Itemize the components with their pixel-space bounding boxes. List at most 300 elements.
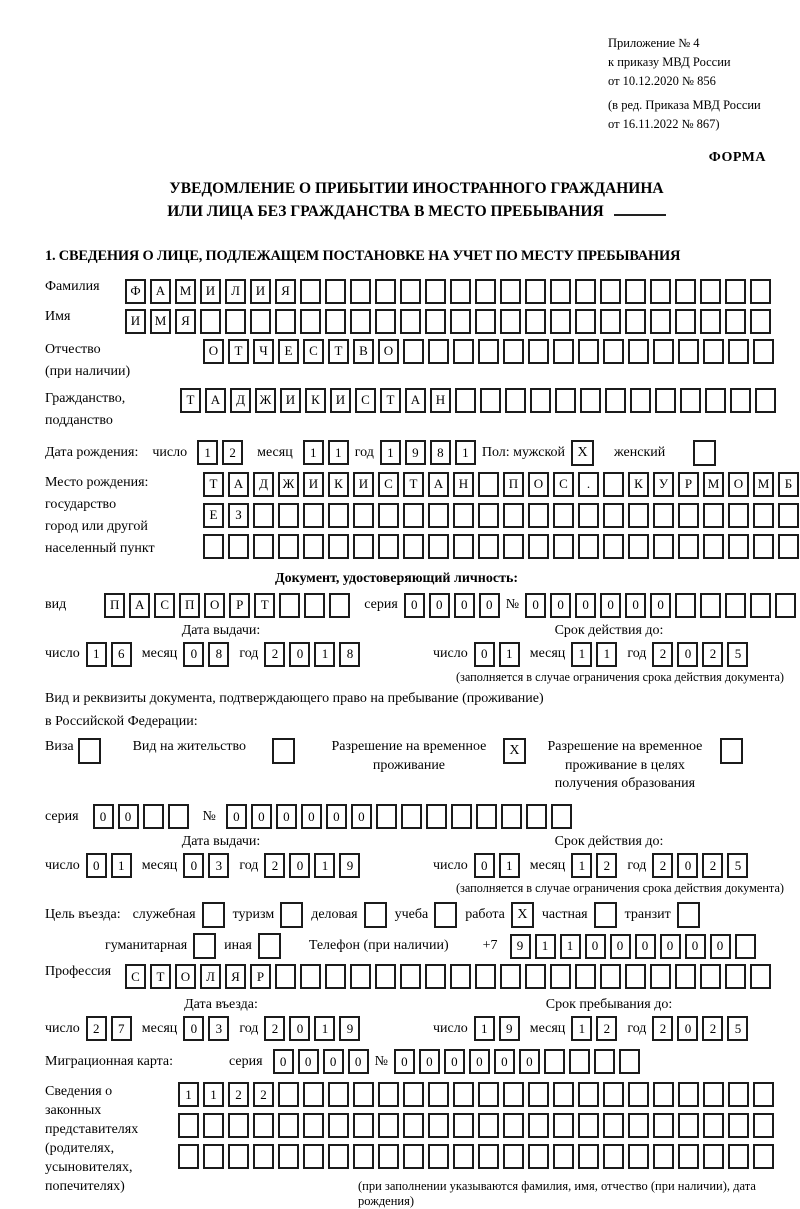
char-cell[interactable]: 6 [111, 642, 132, 667]
char-cell[interactable] [253, 503, 274, 528]
char-cell[interactable] [703, 1113, 724, 1138]
char-cell[interactable]: 1 [314, 1016, 335, 1041]
char-cell[interactable] [525, 964, 546, 989]
char-cell[interactable] [653, 1082, 674, 1107]
char-cell[interactable] [328, 534, 349, 559]
char-cell[interactable]: М [703, 472, 724, 497]
char-cell[interactable]: Т [403, 472, 424, 497]
char-cell[interactable]: 2 [652, 1016, 673, 1041]
char-cell[interactable]: 0 [429, 593, 450, 618]
char-cell[interactable] [451, 804, 472, 829]
char-cell[interactable] [200, 309, 221, 334]
char-cell[interactable] [700, 593, 721, 618]
char-cell[interactable]: 3 [208, 1016, 229, 1041]
char-cell[interactable] [628, 339, 649, 364]
char-cell[interactable] [753, 1082, 774, 1107]
char-cell[interactable] [228, 1113, 249, 1138]
char-cell[interactable]: 8 [430, 440, 451, 465]
char-cell[interactable] [603, 534, 624, 559]
char-cell[interactable] [250, 309, 271, 334]
char-cell[interactable]: 0 [404, 593, 425, 618]
char-cell[interactable]: 0 [474, 642, 495, 667]
char-cell[interactable] [303, 1113, 324, 1138]
char-cell[interactable] [353, 1144, 374, 1169]
char-cell[interactable] [575, 279, 596, 304]
char-cell[interactable]: И [125, 309, 146, 334]
char-cell[interactable] [544, 1049, 565, 1074]
residence-permit-checkbox[interactable] [272, 738, 295, 764]
char-cell[interactable] [755, 388, 776, 413]
char-cell[interactable] [304, 593, 325, 618]
char-cell[interactable] [353, 1113, 374, 1138]
char-cell[interactable] [653, 503, 674, 528]
char-cell[interactable] [500, 309, 521, 334]
char-cell[interactable]: 1 [328, 440, 349, 465]
char-cell[interactable]: Л [225, 279, 246, 304]
char-cell[interactable]: 5 [727, 1016, 748, 1041]
char-cell[interactable]: 0 [585, 934, 606, 959]
char-cell[interactable] [578, 534, 599, 559]
char-cell[interactable]: 0 [289, 853, 310, 878]
char-cell[interactable] [300, 964, 321, 989]
char-cell[interactable]: 0 [610, 934, 631, 959]
char-cell[interactable] [603, 339, 624, 364]
char-cell[interactable] [653, 339, 674, 364]
char-cell[interactable] [575, 309, 596, 334]
char-cell[interactable]: И [330, 388, 351, 413]
char-cell[interactable] [525, 309, 546, 334]
char-cell[interactable] [428, 1113, 449, 1138]
char-cell[interactable]: Е [203, 503, 224, 528]
char-cell[interactable]: 0 [474, 853, 495, 878]
char-cell[interactable] [528, 534, 549, 559]
char-cell[interactable] [675, 593, 696, 618]
char-cell[interactable]: 1 [499, 853, 520, 878]
char-cell[interactable]: Т [180, 388, 201, 413]
char-cell[interactable] [478, 1113, 499, 1138]
char-cell[interactable]: 0 [273, 1049, 294, 1074]
char-cell[interactable]: И [303, 472, 324, 497]
char-cell[interactable] [400, 964, 421, 989]
char-cell[interactable] [278, 1113, 299, 1138]
char-cell[interactable]: А [205, 388, 226, 413]
char-cell[interactable] [453, 1082, 474, 1107]
char-cell[interactable]: С [154, 593, 175, 618]
char-cell[interactable] [530, 388, 551, 413]
char-cell[interactable]: К [305, 388, 326, 413]
char-cell[interactable]: 1 [474, 1016, 495, 1041]
char-cell[interactable]: С [125, 964, 146, 989]
char-cell[interactable]: 2 [702, 1016, 723, 1041]
char-cell[interactable]: 0 [677, 642, 698, 667]
char-cell[interactable] [353, 503, 374, 528]
char-cell[interactable] [480, 388, 501, 413]
purpose-business-checkbox[interactable] [364, 902, 387, 928]
char-cell[interactable]: Д [253, 472, 274, 497]
char-cell[interactable] [550, 279, 571, 304]
char-cell[interactable]: 0 [454, 593, 475, 618]
char-cell[interactable] [278, 503, 299, 528]
char-cell[interactable] [403, 339, 424, 364]
char-cell[interactable] [300, 279, 321, 304]
char-cell[interactable]: 9 [499, 1016, 520, 1041]
char-cell[interactable] [378, 503, 399, 528]
char-cell[interactable] [503, 503, 524, 528]
char-cell[interactable] [728, 534, 749, 559]
char-cell[interactable] [550, 964, 571, 989]
char-cell[interactable]: 2 [652, 853, 673, 878]
char-cell[interactable] [753, 1113, 774, 1138]
char-cell[interactable] [625, 964, 646, 989]
char-cell[interactable]: 2 [228, 1082, 249, 1107]
char-cell[interactable]: 8 [208, 642, 229, 667]
char-cell[interactable] [428, 503, 449, 528]
char-cell[interactable]: М [150, 309, 171, 334]
char-cell[interactable]: Т [254, 593, 275, 618]
char-cell[interactable] [725, 964, 746, 989]
char-cell[interactable] [603, 1113, 624, 1138]
char-cell[interactable] [425, 964, 446, 989]
char-cell[interactable]: 5 [727, 853, 748, 878]
char-cell[interactable] [600, 279, 621, 304]
char-cell[interactable] [553, 503, 574, 528]
char-cell[interactable]: 0 [298, 1049, 319, 1074]
sex-male-checkbox[interactable]: X [571, 440, 594, 466]
char-cell[interactable]: 1 [596, 642, 617, 667]
char-cell[interactable]: 1 [197, 440, 218, 465]
purpose-tourism-checkbox[interactable] [280, 902, 303, 928]
char-cell[interactable] [605, 388, 626, 413]
char-cell[interactable] [525, 279, 546, 304]
char-cell[interactable] [750, 309, 771, 334]
char-cell[interactable]: 2 [652, 642, 673, 667]
char-cell[interactable] [625, 279, 646, 304]
sex-female-checkbox[interactable] [693, 440, 716, 466]
char-cell[interactable]: 0 [323, 1049, 344, 1074]
char-cell[interactable] [228, 1144, 249, 1169]
purpose-transit-checkbox[interactable] [677, 902, 700, 928]
purpose-official-checkbox[interactable] [202, 902, 225, 928]
char-cell[interactable] [303, 503, 324, 528]
char-cell[interactable] [476, 804, 497, 829]
char-cell[interactable]: 1 [560, 934, 581, 959]
char-cell[interactable]: 1 [499, 642, 520, 667]
char-cell[interactable] [503, 1082, 524, 1107]
char-cell[interactable] [675, 964, 696, 989]
char-cell[interactable]: 0 [600, 593, 621, 618]
char-cell[interactable]: 0 [660, 934, 681, 959]
char-cell[interactable] [300, 309, 321, 334]
char-cell[interactable] [178, 1144, 199, 1169]
char-cell[interactable] [428, 534, 449, 559]
char-cell[interactable] [753, 1144, 774, 1169]
char-cell[interactable] [728, 1144, 749, 1169]
char-cell[interactable] [325, 964, 346, 989]
char-cell[interactable] [500, 964, 521, 989]
char-cell[interactable]: 1 [535, 934, 556, 959]
char-cell[interactable] [700, 279, 721, 304]
char-cell[interactable]: 1 [314, 642, 335, 667]
char-cell[interactable]: П [503, 472, 524, 497]
char-cell[interactable] [700, 309, 721, 334]
char-cell[interactable]: Б [778, 472, 799, 497]
char-cell[interactable] [778, 534, 799, 559]
char-cell[interactable]: Н [453, 472, 474, 497]
char-cell[interactable] [401, 804, 422, 829]
char-cell[interactable] [628, 503, 649, 528]
char-cell[interactable] [678, 534, 699, 559]
char-cell[interactable] [325, 309, 346, 334]
char-cell[interactable]: 2 [264, 853, 285, 878]
char-cell[interactable] [528, 339, 549, 364]
char-cell[interactable]: 0 [351, 804, 372, 829]
char-cell[interactable] [375, 964, 396, 989]
char-cell[interactable] [478, 534, 499, 559]
char-cell[interactable] [703, 1144, 724, 1169]
char-cell[interactable] [753, 339, 774, 364]
char-cell[interactable]: Ж [278, 472, 299, 497]
char-cell[interactable] [503, 534, 524, 559]
char-cell[interactable] [725, 309, 746, 334]
char-cell[interactable] [553, 339, 574, 364]
char-cell[interactable] [350, 279, 371, 304]
char-cell[interactable]: 9 [405, 440, 426, 465]
char-cell[interactable]: Ч [253, 339, 274, 364]
char-cell[interactable] [703, 534, 724, 559]
char-cell[interactable]: 0 [289, 642, 310, 667]
char-cell[interactable] [630, 388, 651, 413]
char-cell[interactable] [553, 1113, 574, 1138]
char-cell[interactable] [600, 309, 621, 334]
char-cell[interactable] [303, 534, 324, 559]
char-cell[interactable] [350, 964, 371, 989]
char-cell[interactable]: 5 [727, 642, 748, 667]
char-cell[interactable]: Р [250, 964, 271, 989]
char-cell[interactable] [703, 339, 724, 364]
char-cell[interactable] [478, 1082, 499, 1107]
char-cell[interactable] [455, 388, 476, 413]
char-cell[interactable]: 0 [677, 853, 698, 878]
char-cell[interactable] [275, 309, 296, 334]
char-cell[interactable]: С [553, 472, 574, 497]
char-cell[interactable]: 0 [494, 1049, 515, 1074]
char-cell[interactable]: И [200, 279, 221, 304]
char-cell[interactable]: 0 [118, 804, 139, 829]
char-cell[interactable] [253, 534, 274, 559]
char-cell[interactable] [725, 279, 746, 304]
char-cell[interactable]: О [528, 472, 549, 497]
char-cell[interactable]: А [405, 388, 426, 413]
char-cell[interactable] [450, 964, 471, 989]
char-cell[interactable] [328, 1144, 349, 1169]
char-cell[interactable] [730, 388, 751, 413]
char-cell[interactable]: 0 [326, 804, 347, 829]
char-cell[interactable]: 0 [226, 804, 247, 829]
char-cell[interactable]: 0 [289, 1016, 310, 1041]
char-cell[interactable] [578, 339, 599, 364]
char-cell[interactable] [680, 388, 701, 413]
char-cell[interactable] [400, 279, 421, 304]
char-cell[interactable]: 2 [596, 853, 617, 878]
char-cell[interactable] [553, 1144, 574, 1169]
char-cell[interactable] [753, 503, 774, 528]
char-cell[interactable] [603, 503, 624, 528]
char-cell[interactable] [628, 534, 649, 559]
char-cell[interactable] [428, 339, 449, 364]
char-cell[interactable]: 0 [348, 1049, 369, 1074]
char-cell[interactable] [655, 388, 676, 413]
char-cell[interactable] [400, 309, 421, 334]
char-cell[interactable] [253, 1113, 274, 1138]
char-cell[interactable] [728, 1082, 749, 1107]
char-cell[interactable]: 0 [479, 593, 500, 618]
char-cell[interactable] [728, 503, 749, 528]
char-cell[interactable] [675, 279, 696, 304]
char-cell[interactable] [450, 309, 471, 334]
char-cell[interactable] [678, 503, 699, 528]
char-cell[interactable] [478, 339, 499, 364]
char-cell[interactable]: 0 [469, 1049, 490, 1074]
char-cell[interactable] [551, 804, 572, 829]
char-cell[interactable]: А [129, 593, 150, 618]
char-cell[interactable]: Я [275, 279, 296, 304]
char-cell[interactable]: Р [229, 593, 250, 618]
char-cell[interactable]: О [728, 472, 749, 497]
char-cell[interactable] [528, 1082, 549, 1107]
char-cell[interactable]: 0 [276, 804, 297, 829]
char-cell[interactable]: 0 [301, 804, 322, 829]
visa-checkbox[interactable] [78, 738, 101, 764]
char-cell[interactable] [328, 1082, 349, 1107]
char-cell[interactable] [603, 1082, 624, 1107]
char-cell[interactable] [225, 309, 246, 334]
char-cell[interactable]: 2 [86, 1016, 107, 1041]
char-cell[interactable]: У [653, 472, 674, 497]
char-cell[interactable] [378, 1113, 399, 1138]
char-cell[interactable] [403, 1144, 424, 1169]
char-cell[interactable]: 0 [550, 593, 571, 618]
char-cell[interactable] [378, 1144, 399, 1169]
char-cell[interactable] [728, 339, 749, 364]
char-cell[interactable]: 0 [525, 593, 546, 618]
char-cell[interactable] [501, 804, 522, 829]
char-cell[interactable]: Я [175, 309, 196, 334]
char-cell[interactable]: Р [678, 472, 699, 497]
char-cell[interactable] [705, 388, 726, 413]
char-cell[interactable] [555, 388, 576, 413]
char-cell[interactable]: Т [203, 472, 224, 497]
char-cell[interactable] [278, 534, 299, 559]
char-cell[interactable]: 0 [183, 1016, 204, 1041]
char-cell[interactable] [325, 279, 346, 304]
char-cell[interactable]: 0 [419, 1049, 440, 1074]
char-cell[interactable] [478, 1144, 499, 1169]
char-cell[interactable]: 0 [677, 1016, 698, 1041]
char-cell[interactable]: И [353, 472, 374, 497]
char-cell[interactable] [403, 534, 424, 559]
char-cell[interactable] [403, 1082, 424, 1107]
char-cell[interactable] [678, 1113, 699, 1138]
char-cell[interactable]: . [578, 472, 599, 497]
char-cell[interactable] [703, 503, 724, 528]
char-cell[interactable]: Д [230, 388, 251, 413]
char-cell[interactable]: 1 [86, 642, 107, 667]
char-cell[interactable]: 2 [264, 642, 285, 667]
char-cell[interactable] [428, 1144, 449, 1169]
char-cell[interactable]: 0 [575, 593, 596, 618]
char-cell[interactable]: 0 [444, 1049, 465, 1074]
char-cell[interactable] [528, 1113, 549, 1138]
char-cell[interactable]: 9 [510, 934, 531, 959]
char-cell[interactable]: 0 [685, 934, 706, 959]
char-cell[interactable] [594, 1049, 615, 1074]
char-cell[interactable]: 2 [702, 642, 723, 667]
char-cell[interactable] [403, 503, 424, 528]
char-cell[interactable]: 1 [455, 440, 476, 465]
char-cell[interactable]: 2 [222, 440, 243, 465]
char-cell[interactable]: 1 [111, 853, 132, 878]
char-cell[interactable]: 0 [519, 1049, 540, 1074]
char-cell[interactable] [478, 472, 499, 497]
char-cell[interactable]: 1 [571, 642, 592, 667]
char-cell[interactable] [275, 964, 296, 989]
char-cell[interactable] [575, 964, 596, 989]
char-cell[interactable]: 3 [208, 853, 229, 878]
char-cell[interactable] [619, 1049, 640, 1074]
char-cell[interactable]: М [175, 279, 196, 304]
char-cell[interactable] [425, 309, 446, 334]
char-cell[interactable] [650, 279, 671, 304]
char-cell[interactable]: К [628, 472, 649, 497]
char-cell[interactable]: 9 [339, 1016, 360, 1041]
char-cell[interactable] [580, 388, 601, 413]
char-cell[interactable] [353, 1082, 374, 1107]
char-cell[interactable] [375, 309, 396, 334]
char-cell[interactable] [578, 1144, 599, 1169]
char-cell[interactable] [378, 534, 399, 559]
temp-residence-permit-checkbox[interactable]: X [503, 738, 526, 764]
char-cell[interactable]: К [328, 472, 349, 497]
char-cell[interactable]: А [228, 472, 249, 497]
purpose-study-checkbox[interactable] [434, 902, 457, 928]
char-cell[interactable]: 1 [571, 853, 592, 878]
char-cell[interactable] [528, 1144, 549, 1169]
char-cell[interactable]: С [355, 388, 376, 413]
char-cell[interactable]: 0 [394, 1049, 415, 1074]
char-cell[interactable] [426, 804, 447, 829]
char-cell[interactable] [553, 1082, 574, 1107]
char-cell[interactable] [375, 279, 396, 304]
char-cell[interactable]: 2 [264, 1016, 285, 1041]
char-cell[interactable]: 0 [635, 934, 656, 959]
char-cell[interactable] [203, 1113, 224, 1138]
char-cell[interactable] [578, 503, 599, 528]
char-cell[interactable]: Т [150, 964, 171, 989]
char-cell[interactable] [678, 339, 699, 364]
char-cell[interactable] [278, 1082, 299, 1107]
char-cell[interactable]: П [179, 593, 200, 618]
char-cell[interactable] [328, 503, 349, 528]
char-cell[interactable] [550, 309, 571, 334]
char-cell[interactable] [578, 1113, 599, 1138]
char-cell[interactable] [700, 964, 721, 989]
char-cell[interactable]: 2 [253, 1082, 274, 1107]
char-cell[interactable] [478, 503, 499, 528]
char-cell[interactable] [278, 1144, 299, 1169]
char-cell[interactable]: 1 [571, 1016, 592, 1041]
char-cell[interactable] [678, 1144, 699, 1169]
char-cell[interactable] [650, 964, 671, 989]
